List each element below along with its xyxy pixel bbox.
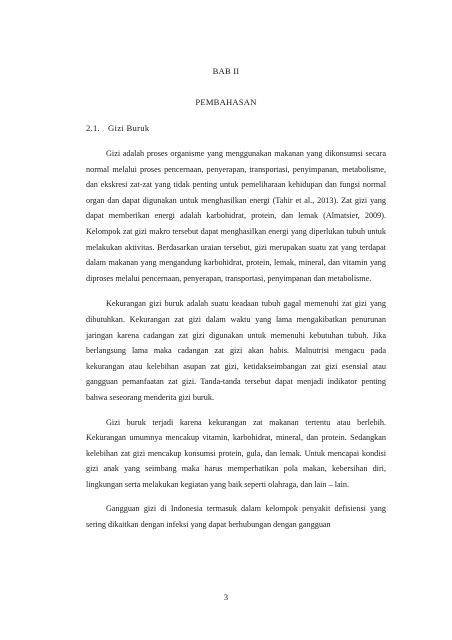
paragraph: Gangguan gizi di Indonesia termasuk dalam kelompok penyakit defisiensi yang sering dikaitkan dengan infeksi yang dapat berhubungan dengan gangguan — [86, 504, 386, 530]
chapter-heading: BAB II — [212, 66, 240, 76]
section-heading — [86, 123, 149, 133]
section-number: 2.1. — [86, 123, 101, 133]
chapter-title: PEMBAHASAN — [195, 97, 257, 107]
page-number: 3 — [223, 593, 229, 602]
paragraph: Gizi buruk terjadi karena kekurangan zat makanan tertentu atau berlebih. Kekurangan umumnya mencakup vitamin, karbohidrat, mineral, dan protein. Sedangkan kelebihan zat gizi mencakup konsumsi protein, gula, dan lemak. Untuk mencapai kondisi gizi anak yang seimbang maka harus memperhatikan pola makan, kebersihan diri, lingkungan serta melakukan kegiatan yang baik seperti olahraga, dan lain – lain. — [86, 417, 386, 489]
paragraph: Gizi adalah proses organisme yang menggunakan makanan yang dikonsumsi secara normal melalui proses pencernaan, penyerapan, transportasi, penyimpanan, metabolisme, dan ekskresi zat-zat yang tidak penting untuk pemeliharaan kehidupan dan fungsi normal organ dan dapat digunakan untuk menghasilkan energi (Tahir et al., 2013). Zat gizi yang dapat memberikan energi adalah karbohidrat, protein, dan lemak (Almatsier, 2009). Kelompok zat gizi makro tersebut dapat menghasilkan energi yang diperlukan tubuh untuk melakukan aktivitas. Berdasarkan uraian tersebut, gizi merupakan suatu zat yang terdapat dalam makanan yang mengandung karbohidrat, protein, lemak, mineral, dan vitamin yang diproses melalui pencernaan, penyerapan, transportasi, penyimpanan dan metabolisme. — [86, 149, 386, 283]
section-title: Gizi Buruk — [108, 123, 150, 133]
body-text — [86, 146, 386, 542]
paragraph: Kekurangan gizi buruk adalah suatu keadaan tubuh gagal memenuhi zat gizi yang dibutuhkan. Kekurangan zat gizi dalam waktu yang lama mengakibatkan penurunan jaringan karena cadangan zat gizi digunakan untuk memenuhi kebutuhan tubuh. Jika berlangsung lama maka cadangan zat gizi akan habis. Malnutrisi mengacu pada kekurangan atau kelebihan asupan zat gizi, ketidakseimbangan zat gizi esensial atau gangguan pemanfaatan zat gizi. Tanda-tanda tersebut dapat menjadi indikator penting bahwa seseorang menderita gizi buruk. — [86, 299, 386, 402]
